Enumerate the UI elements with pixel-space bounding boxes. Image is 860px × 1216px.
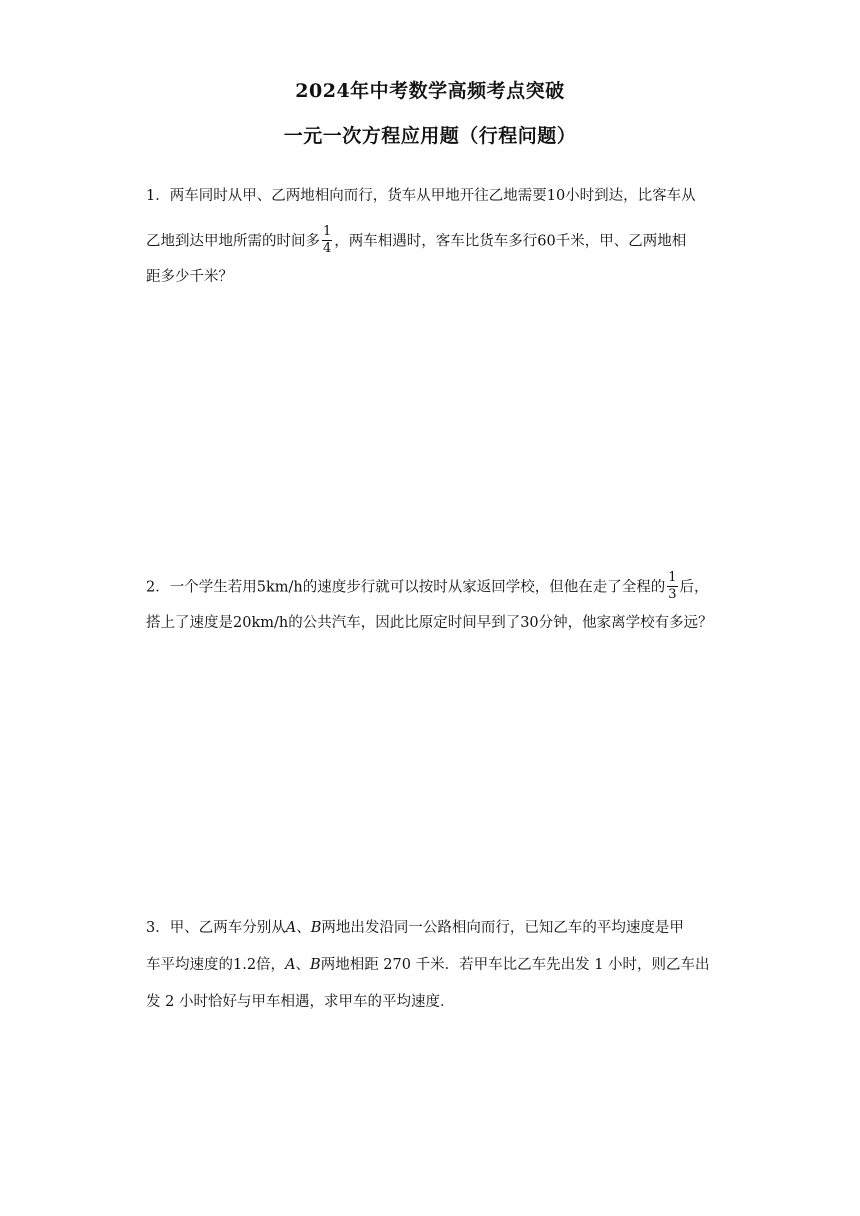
- point-b-label: B: [310, 920, 322, 936]
- fraction-denominator: 3: [668, 587, 677, 602]
- question-3-line-1: [146, 918, 684, 938]
- question-text: 一个学生若用5km/h的速度步行就可以按时从家返回学校，但他在走了全程的: [169, 579, 666, 596]
- question-number: 2．: [146, 579, 170, 596]
- question-1-line-3: [146, 267, 233, 287]
- question-number: 3．: [146, 920, 170, 936]
- question-text: 车平均速度的1.2倍，: [146, 957, 286, 973]
- question-text: 甲、乙两车分别从: [169, 920, 286, 936]
- question-3-line-2: [146, 955, 710, 975]
- question-text: 乙地到达甲地所需的时间多: [146, 233, 320, 250]
- separator: 、: [296, 920, 311, 936]
- point-a-label: A: [285, 957, 296, 973]
- fraction-numerator: 1: [668, 570, 677, 585]
- separator: 、: [295, 957, 311, 973]
- question-1-line-2: [146, 226, 686, 257]
- question-text: 两地相距 270 千米．若甲车比乙车先出发 1 小时，则乙车出: [320, 957, 710, 973]
- question-2-line-1: [146, 572, 709, 603]
- question-number: 1．: [146, 188, 170, 204]
- document-subtitle: 一元一次方程应用题（行程问题）: [283, 125, 577, 147]
- question-text: 发 2 小时恰好与甲车相遇，求甲车的平均速度．: [146, 994, 455, 1010]
- question-text: 两车同时从甲、乙两地相向而行，货车从甲地开往乙地需要10小时到达，比客车从: [169, 188, 696, 204]
- point-a-label: A: [285, 920, 297, 936]
- fraction-denominator: 4: [323, 241, 332, 256]
- fraction-numerator: 1: [323, 224, 332, 239]
- question-text: ，两车相遇时，客车比货车多行60千米，甲、乙两地相: [334, 233, 687, 250]
- question-text: 搭上了速度是20km/h的公共汽车，因此比原定时间早到了30分钟，他家离学校有多远？: [146, 615, 713, 631]
- fraction-one-third: [667, 571, 677, 602]
- fraction-one-quarter: [322, 225, 332, 256]
- question-text: 后，: [679, 579, 709, 596]
- question-1-line-1: [146, 186, 696, 206]
- question-text: 两地出发沿同一公路相向而行，已知乙车的平均速度是甲: [321, 920, 684, 936]
- question-2-line-2: [146, 613, 713, 633]
- question-3-line-3: [146, 992, 454, 1012]
- point-b-label: B: [310, 957, 321, 973]
- question-text: 距多少千米？: [146, 269, 233, 285]
- document-title: 2024年中考数学高频考点突破: [295, 80, 565, 102]
